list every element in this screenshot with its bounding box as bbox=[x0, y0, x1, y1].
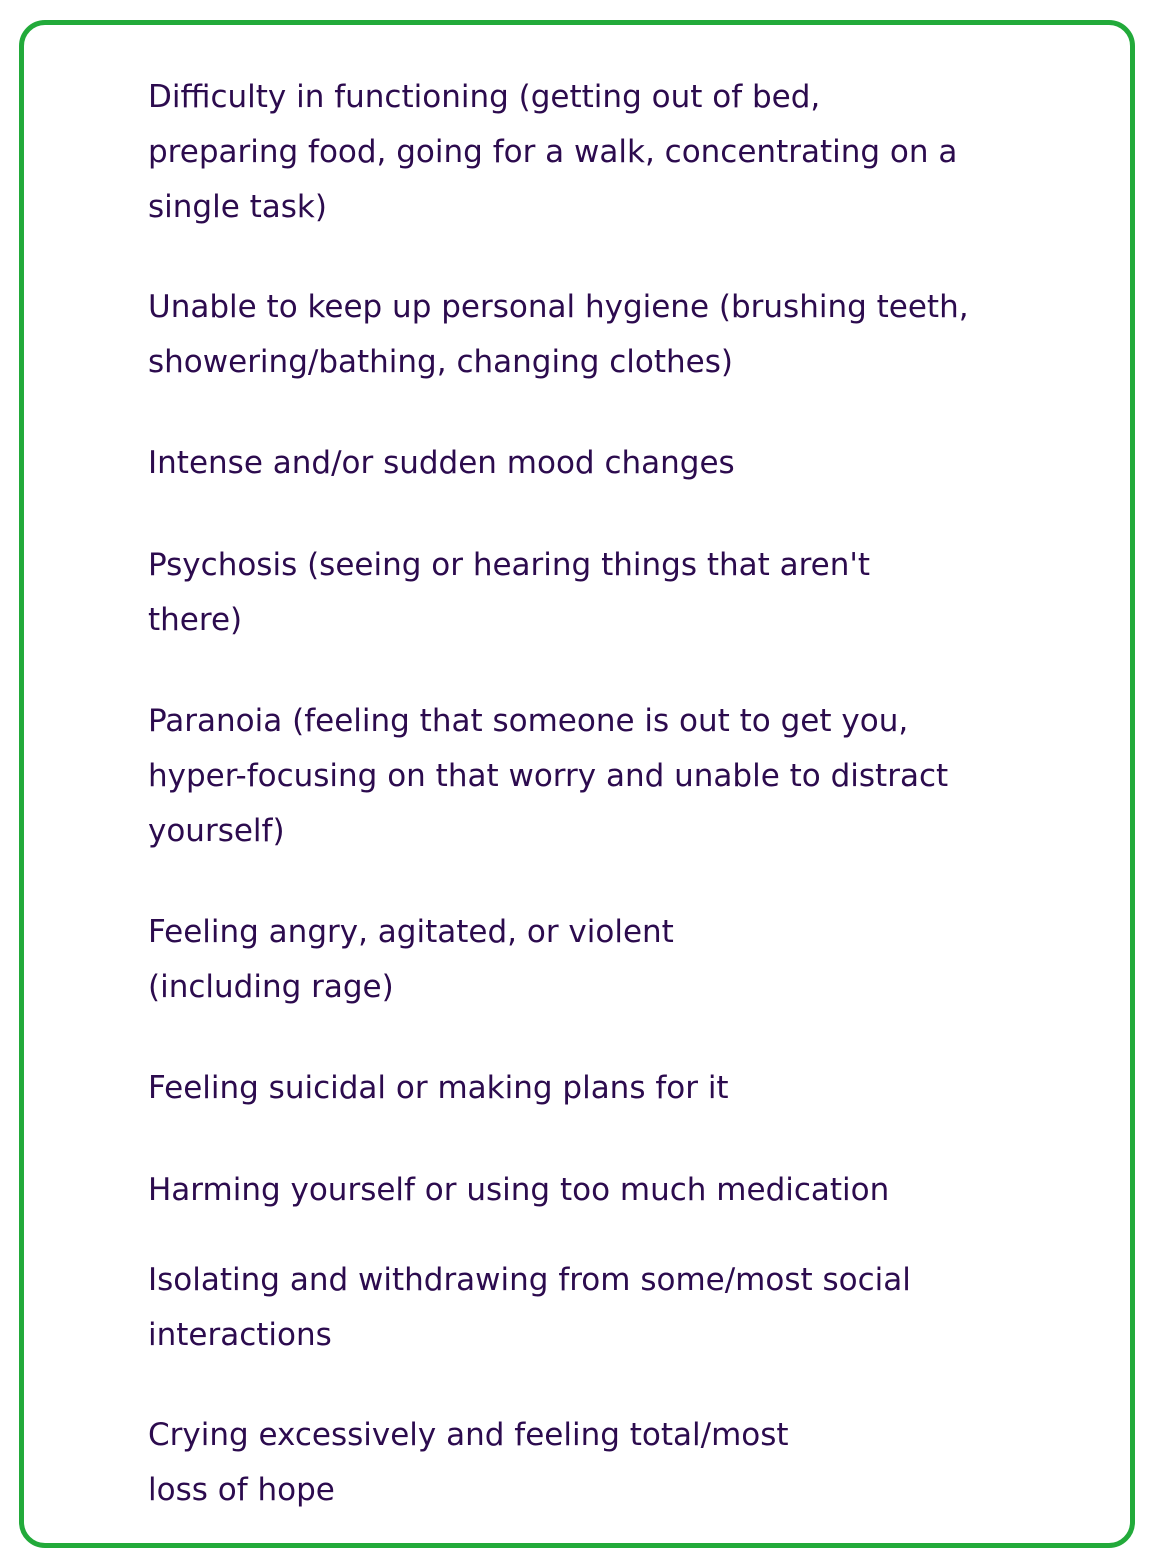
list-item-line: Harming yourself or using too much medication bbox=[148, 1172, 890, 1208]
list-item bbox=[148, 538, 1108, 648]
list-item-line: Difficulty in functioning (getting out of bed, bbox=[148, 79, 821, 115]
list-item bbox=[148, 436, 1108, 491]
list-item-line: interactions bbox=[148, 1317, 332, 1353]
list-item bbox=[148, 70, 1108, 235]
list-item-line: Unable to keep up personal hygiene (brushing teeth, bbox=[148, 289, 969, 325]
list-item-line: preparing food, going for a walk, concentrating on a bbox=[148, 134, 958, 170]
list-item-line: loss of hope bbox=[148, 1472, 335, 1508]
list-item-line: Isolating and withdrawing from some/most social bbox=[148, 1262, 911, 1298]
list-item bbox=[148, 1061, 1108, 1116]
list-item-line: Crying excessively and feeling total/most bbox=[148, 1417, 789, 1453]
list-item bbox=[148, 1253, 1108, 1363]
list-item-line: (including rage) bbox=[148, 969, 394, 1005]
list-item-line: single task) bbox=[148, 189, 327, 225]
list-item bbox=[148, 694, 1108, 859]
list-item-line: Feeling angry, agitated, or violent bbox=[148, 914, 674, 950]
list-item bbox=[148, 1163, 1108, 1218]
list-item-line: Paranoia (feeling that someone is out to get you, bbox=[148, 703, 909, 739]
list-item-line: there) bbox=[148, 602, 243, 638]
list-item-line: Intense and/or sudden mood changes bbox=[148, 445, 735, 481]
list-item bbox=[148, 905, 1108, 1015]
list-item-line: Feeling suicidal or making plans for it bbox=[148, 1070, 729, 1106]
list-item-line: Psychosis (seeing or hearing things that aren't bbox=[148, 547, 871, 583]
list-item-line: showering/bathing, changing clothes) bbox=[148, 344, 733, 380]
list-item bbox=[148, 1408, 1108, 1518]
list-item-line: hyper-focusing on that worry and unable to distract bbox=[148, 758, 949, 794]
list-item bbox=[148, 280, 1108, 390]
list-item-line: yourself) bbox=[148, 813, 285, 849]
